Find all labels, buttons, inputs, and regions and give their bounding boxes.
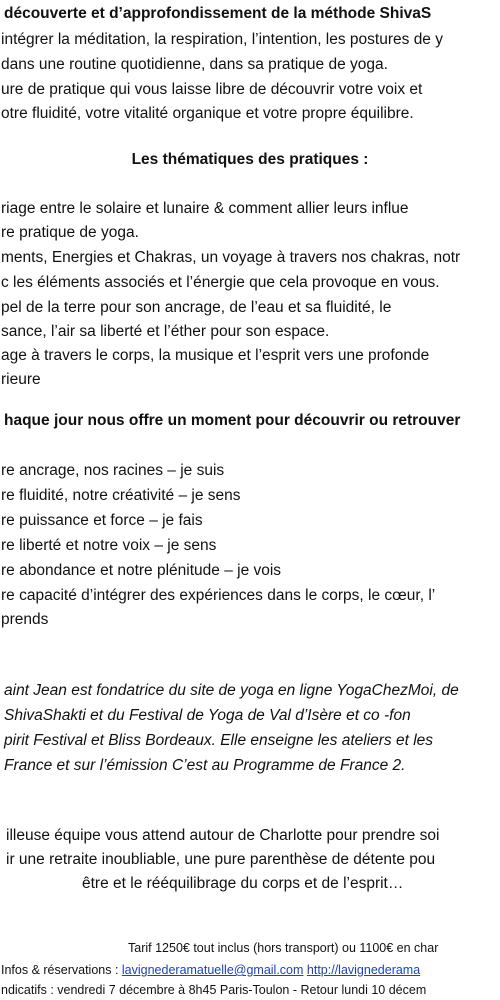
themes-line-1: riage entre le solaire et lunaire & comment allier leurs influe	[1, 200, 409, 217]
themes-line-3: ments, Energies et Chakras, un voyage à travers nos chakras, notr	[1, 249, 461, 266]
bio-line-4: France et sur l’émission C’est au Programme de France 2.	[4, 757, 406, 774]
daily-item-6: re capacité d’intégrer des expériences dans le corps, le cœur, l’	[1, 587, 436, 604]
daily-heading: haque jour nous offre un moment pour découvrir ou retrouver	[4, 412, 461, 429]
themes-line-8: rieure	[1, 371, 41, 388]
intro-line-3: dans une routine quotidienne, dans sa pratique de yoga.	[1, 56, 388, 73]
intro-line-5: otre fluidité, votre vitalité organique et votre propre équilibre.	[1, 105, 414, 122]
themes-line-6: sance, l’air sa liberté et l’éther pour son espace.	[1, 323, 330, 340]
daily-item-1: re ancrage, nos racines – je suis	[1, 462, 225, 479]
bio-line-2: ShivaShakti et du Festival de Yoga de Val d’Isère et co -fon	[4, 707, 411, 724]
themes-line-4: c les éléments associés et l’énergie que cela provoque en vous.	[1, 274, 440, 291]
themes-line-5: pel de la terre pour son ancrage, de l’eau et sa fluidité, le	[1, 299, 392, 316]
themes-heading: Les thématiques des pratiques :	[131, 151, 369, 168]
intro-line-2: intégrer la méditation, la respiration, l’intention, les postures de y	[1, 31, 443, 48]
infos-label: Infos & réservations :	[1, 963, 122, 977]
daily-item-4: re liberté et notre voix – je sens	[1, 537, 217, 554]
team-line-3: être et le rééquilibrage du corps et de l’esprit…	[82, 875, 404, 892]
team-line-2: ir une retraite inoubliable, une pure parenthèse de détente pou	[6, 851, 436, 868]
bio-line-1: aint Jean est fondatrice du site de yoga en ligne YogaChezMoi, de	[4, 682, 459, 699]
daily-item-5: re abondance et notre plénitude – je vois	[1, 562, 282, 579]
tarif-line: Tarif 1250€ tout inclus (hors transport) ou 1100€ en char	[128, 941, 439, 955]
infos-line	[1, 962, 420, 978]
team-line-1: illeuse équipe vous attend autour de Charlotte pour prendre soi	[6, 827, 440, 844]
intro-line-4: ure de pratique qui vous laisse libre de découvrir votre voix et	[1, 81, 423, 98]
themes-line-2: re pratique de yoga.	[1, 224, 139, 241]
daily-item-3: re puissance et force – je fais	[1, 512, 203, 529]
intro-line-1: découverte et d’approfondissement de la méthode ShivaS	[4, 5, 432, 22]
themes-line-7: age à travers le corps, la musique et l’esprit vers une profonde	[1, 347, 430, 364]
website-link[interactable]: http://lavignederama	[306, 963, 421, 977]
indicatifs-line: ndicatifs : vendredi 7 décembre à 8h45 Paris-Toulon - Retour lundi 10 décem	[1, 983, 427, 997]
daily-item-2: re fluidité, notre créativité – je sens	[1, 487, 241, 504]
daily-item-7: prends	[1, 611, 49, 628]
bio-line-3: pirit Festival et Bliss Bordeaux. Elle enseigne les ateliers et les	[4, 732, 434, 749]
email-link[interactable]: lavignederamatuelle@gmail.com	[121, 963, 304, 977]
